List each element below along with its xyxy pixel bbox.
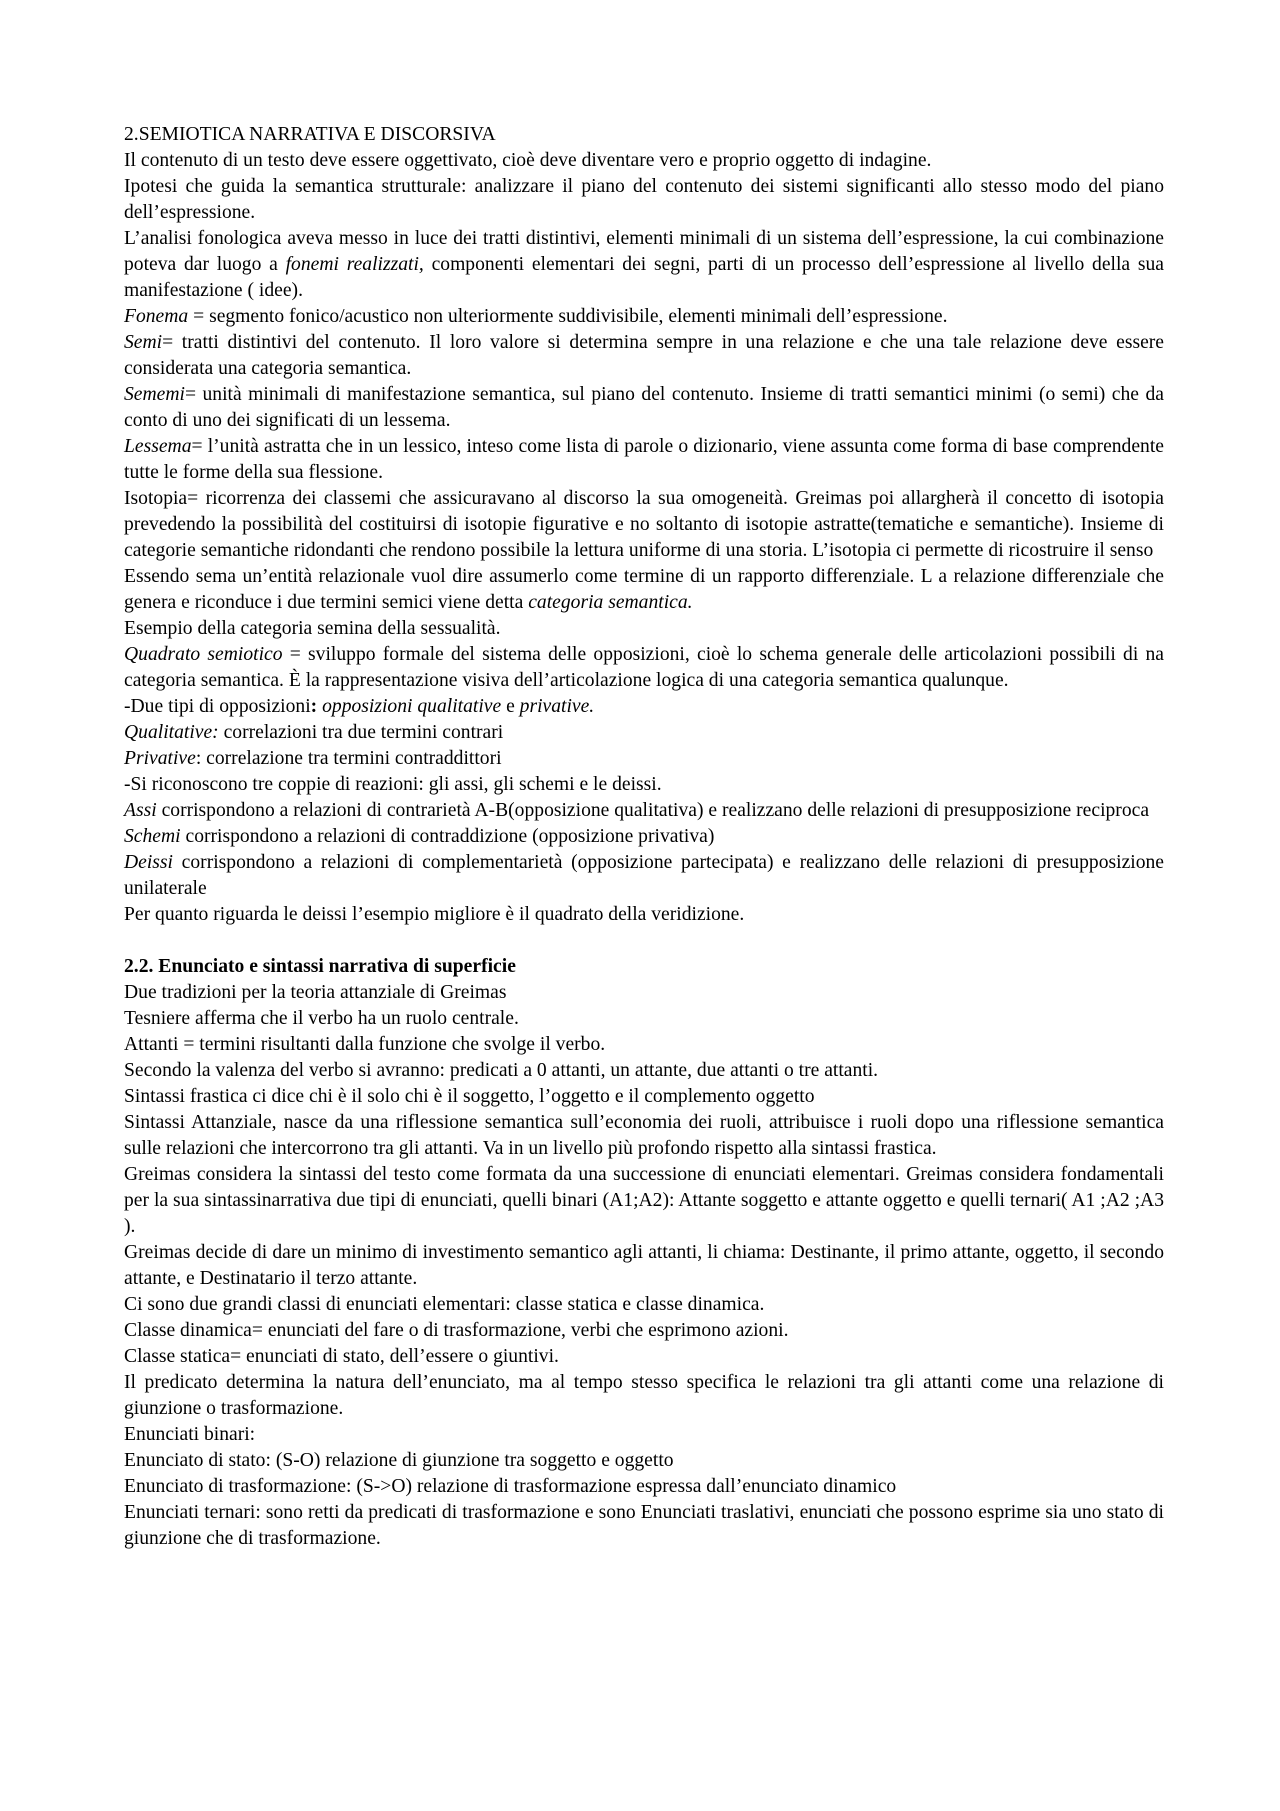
definition-schemi [124,824,1164,850]
definition-text: corrispondono a relazioni di contrarietà A-B(opposizione qualitativa) e realizzano delle relazioni di presupposizione reciproca [156,800,1150,821]
definition-text: = sviluppo formale del sistema delle opposizioni, cioè lo schema generale delle articolazioni possibili di na categoria semantica. È la rappresentazione visiva dell’articolazione logica di una categoria semantica qualunque. [124,644,1164,691]
definition-privative [124,746,1164,772]
italic-term: Privative [124,748,196,769]
definition-text: = unità minimali di manifestazione semantica, sul piano del contenuto. Insieme di tratti semantici minimi (o semi) che da conto di uno dei significati di un lessema. [124,384,1164,431]
paragraph: Ci sono due grandi classi di enunciati elementari: classe statica e classe dinamica. [124,1294,765,1315]
definition-qualitative [124,720,1164,746]
definition-text: = l’unità astratta che in un lessico, inteso come lista di parole o dizionario, viene assunta come forma di base comprendente tutte le forme della sua flessione. [124,436,1164,483]
italic-term: Semi [124,332,163,353]
definition-lessema [124,434,1164,486]
paragraph [124,226,1164,304]
paragraph: Attanti = termini risultanti dalla funzione che svolge il verbo. [124,1034,606,1055]
text-run: : [310,696,318,717]
definition-assi [124,798,1164,824]
text-run: L’analisi fonologica aveva messo in luce dei tratti distintivi, elementi minimali di un sistema dell’espressione, la cui combinazione poteva dar luogo a [124,228,1164,275]
definition-semi [124,330,1164,382]
definition-text: = segmento fonico/acustico non ulteriormente suddivisibile, elementi minimali dell’espressione. [188,306,948,327]
paragraph-spacer [124,928,1164,954]
definition-text: : correlazione tra termini contraddittori [195,748,502,769]
paragraph: Enunciati binari: [124,1424,256,1445]
paragraph: -Si riconoscono tre coppie di reazioni: gli assi, gli schemi e le deissi. [124,774,662,795]
paragraph [124,694,1164,720]
paragraph: Esempio della categoria semina della sessualità. [124,618,501,639]
italic-term: Qualitative: [124,722,219,743]
paragraph: Il predicato determina la natura dell’enunciato, ma al tempo stesso specifica le relazioni tra gli attanti come una relazione di giunzione o trasformazione. [124,1372,1164,1419]
paragraph: Classe dinamica= enunciati del fare o di trasformazione, verbi che esprimono azioni. [124,1320,789,1341]
paragraph: Sintassi Attanziale, nasce da una riflessione semantica sull’economia dei ruoli, attribuisce i ruoli dopo una riflessione semantica sulle relazioni che intercorrono tra gli attanti. Va in un livello più profondo rispetto alla sintassi frastica. [124,1112,1164,1159]
italic-term: Deissi [124,852,173,873]
paragraph: Classe statica= enunciati di stato, dell’essere o giuntivi. [124,1346,559,1367]
paragraph [124,564,1164,616]
document-page [124,122,1164,1552]
text-run: -Due tipi di opposizioni [124,696,311,717]
paragraph: Per quanto riguarda le deissi l’esempio migliore è il quadrato della veridizione. [124,904,745,925]
paragraph: Due tradizioni per la teoria attanziale di Greimas [124,982,507,1003]
definition-fonema [124,304,1164,330]
paragraph: Enunciato di stato: (S-O) relazione di giunzione tra soggetto e oggetto [124,1450,674,1471]
italic-term: privative. [519,696,595,717]
paragraph: Secondo la valenza del verbo si avranno: predicati a 0 attanti, un attante, due attanti o tre attanti. [124,1060,879,1081]
definition-isotopia: Isotopia= ricorrenza dei classemi che assicuravano al discorso la sua omogeneità. Greimas poi allargherà il concetto di isotopia prevedendo la possibilità del costituirsi di isotopie figurative e no soltanto di isotopie astratte(tematiche e semantiche). Insieme di categorie semantiche ridondanti che rendono possibile la lettura uniforme di una storia. L’isotopia ci permette di ricostruire il senso [124,488,1164,561]
definition-text: = tratti distintivi del contenuto. Il loro valore si determina sempre in una relazione e che una tale relazione deve essere considerata una categoria semantica. [124,332,1164,379]
paragraph: Greimas considera la sintassi del testo come formata da una successione di enunciati elementari. Greimas considera fondamentali per la sua sintassinarrativa due tipi di enunciati, quelli binari (A1;A2): Attante soggetto e attante oggetto e quelli ternari( A1 ;A2 ;A3 ). [124,1164,1164,1237]
section-title: 2.SEMIOTICA NARRATIVA E DISCORSIVA [124,124,496,145]
italic-term: Quadrato semiotico [124,644,283,665]
paragraph: Greimas decide di dare un minimo di investimento semantico agli attanti, li chiama: Destinante, il primo attante, oggetto, il secondo attante, e Destinatario il terzo attante. [124,1242,1164,1289]
italic-term: opposizioni qualitative [317,696,502,717]
section-heading: 2.2. Enunciato e sintassi narrativa di superficie [124,956,516,977]
definition-text: corrispondono a relazioni di complementarietà (opposizione partecipata) e realizzano delle relazioni di presupposizione unilaterale [124,852,1164,899]
italic-term: Lessema [124,436,192,457]
paragraph: Sintassi frastica ci dice chi è il solo chi è il soggetto, l’oggetto e il complemento oggetto [124,1086,815,1107]
text-run: e [501,696,520,717]
definition-text: correlazioni tra due termini contrari [218,722,504,743]
text-run: componenti elementari dei segni, parti di un processo dell’espressione al livello della sua manifestazione ( idee). [124,254,1164,301]
paragraph: Enunciato di trasformazione: (S->O) relazione di trasformazione espressa dall’enunciato dinamico [124,1476,897,1497]
italic-term: categoria semantica. [528,592,693,613]
italic-term: Fonema [124,306,189,327]
italic-term: fonemi realizzati, [285,254,424,275]
definition-deissi [124,850,1164,902]
paragraph: Enunciati ternari: sono retti da predicati di trasformazione e sono Enunciati traslativi, enunciati che possono esprime sia uno stato di giunzione che di trasformazione. [124,1502,1164,1549]
text-run: Essendo sema un’entità relazionale vuol dire assumerlo come termine di un rapporto differenziale. L a relazione differenziale che genera e riconduce i due termini semici viene detta [124,566,1164,613]
italic-term: Schemi [124,826,181,847]
italic-term: Assi [124,800,157,821]
paragraph: Ipotesi che guida la semantica strutturale: analizzare il piano del contenuto dei sistemi significanti allo stesso modo del piano dell’espressione. [124,176,1164,223]
definition-quadrato [124,642,1164,694]
paragraph: Il contenuto di un testo deve essere oggettivato, cioè deve diventare vero e proprio oggetto di indagine. [124,150,932,171]
italic-term: Sememi [124,384,185,405]
paragraph: Tesniere afferma che il verbo ha un ruolo centrale. [124,1008,519,1029]
definition-text: corrispondono a relazioni di contraddizione (opposizione privativa) [180,826,715,847]
definition-sememi [124,382,1164,434]
